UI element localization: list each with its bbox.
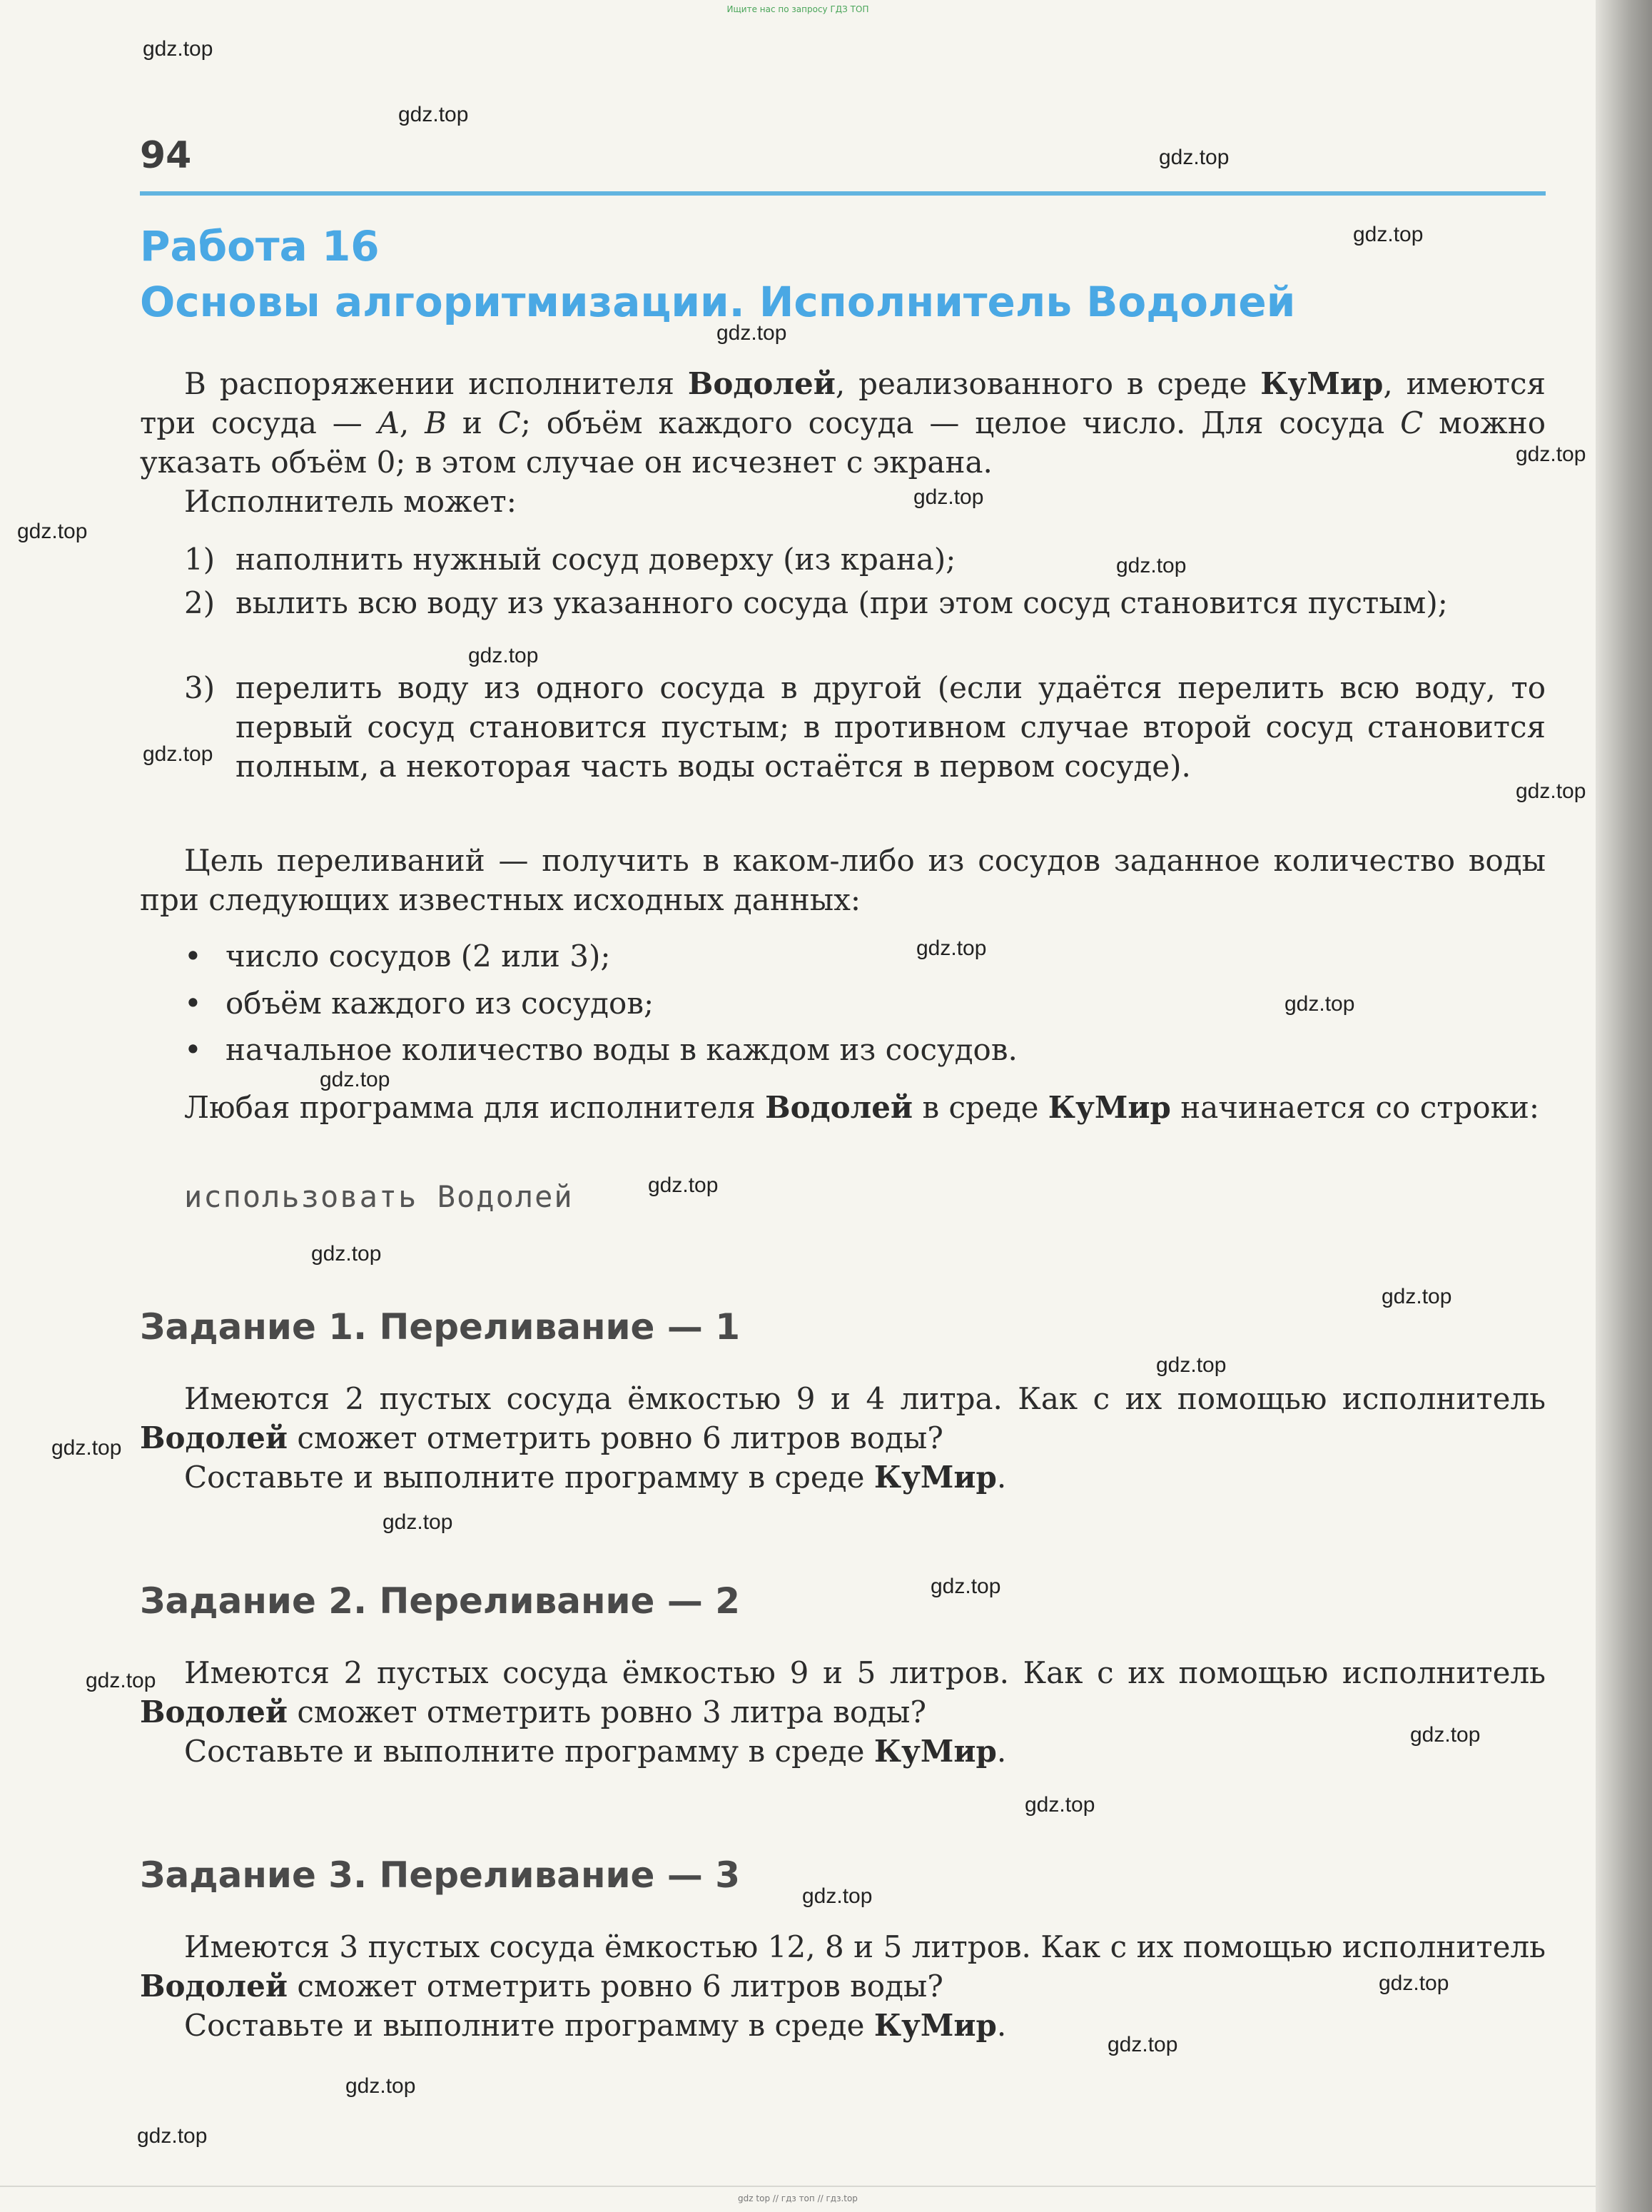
bullet-item [184, 936, 1546, 976]
bold-term: КуМир [873, 2008, 997, 2043]
abilities-intro: Исполнитель может: [184, 484, 517, 519]
page-number: 94 [140, 134, 192, 177]
bold-term: Водолей [140, 1420, 288, 1455]
watermark: gdz.top [468, 644, 539, 667]
header-rule [140, 191, 1546, 196]
watermark: gdz.top [143, 37, 213, 61]
ability-text: перелить воду из одного сосуда в другой (если удаётся перелить всю воду, то первый сосуд становится пустым; в противном случае второй сосуд становится полным, а некоторая часть воды остаётся в первом сосуде). [235, 670, 1546, 784]
text-run: Любая программа для исполнителя [184, 1090, 766, 1125]
watermark: gdz.top [137, 2124, 208, 2148]
vessel-name: A [377, 405, 400, 440]
vessel-name: C [1400, 405, 1424, 440]
watermark: gdz.top [1382, 1285, 1452, 1308]
code-line: использовать Водолей [184, 1179, 574, 1214]
bold-term: КуМир [873, 1460, 997, 1495]
watermark: gdz.top [345, 2074, 416, 2098]
task-1-body [140, 1379, 1546, 1458]
intro-paragraph [140, 364, 1546, 482]
bottom-line [0, 2186, 1596, 2187]
text-run: Имеются 3 пустых сосуда ёмкостью 12, 8 и 5 литров. Как с их помощью исполнитель [184, 1929, 1546, 1964]
bullet-icon: • [184, 939, 202, 974]
text-run: . [996, 2008, 1007, 2043]
watermark: gdz.top [716, 321, 787, 345]
work-title [140, 218, 1295, 330]
watermark: gdz.top [1379, 1971, 1449, 1995]
watermark: gdz.top [382, 1510, 453, 1534]
watermark: gdz.top [17, 520, 88, 543]
bottom-banner: gdz top // гдз топ // гдз.top [738, 2193, 858, 2203]
program-intro [140, 1088, 1546, 1127]
bullet-item [184, 1030, 1546, 1069]
watermark: gdz.top [916, 936, 987, 960]
page-edge [1596, 0, 1652, 2212]
task-3-heading: Задание 3. Переливание — 3 [140, 1854, 741, 1896]
task-2-heading: Задание 2. Переливание — 2 [140, 1580, 741, 1622]
bold-term: Водолей [687, 366, 836, 401]
text-run: Составьте и выполните программу в среде [184, 2008, 874, 2043]
watermark: gdz.top [648, 1173, 719, 1197]
ability-number: 2) [184, 585, 216, 620]
bullet-icon: • [184, 986, 202, 1021]
watermark: gdz.top [1116, 554, 1187, 577]
text-run: В распоряжении исполнителя [184, 366, 688, 401]
ability-text: наполнить нужный сосуд доверху (из крана); [235, 542, 956, 577]
ability-item [184, 540, 1546, 579]
bullet-text: объём каждого из сосудов; [225, 986, 654, 1021]
text-run: , [399, 405, 425, 440]
vessel-name: B [425, 405, 447, 440]
text-run: Составьте и выполните программу в среде [184, 1460, 874, 1495]
watermark: gdz.top [1159, 146, 1230, 169]
text-run: . [996, 1734, 1007, 1769]
ability-number: 1) [184, 542, 216, 577]
task-3-body [140, 1927, 1546, 2006]
bold-term: КуМир [1260, 366, 1384, 401]
bullet-text: число сосудов (2 или 3); [225, 939, 611, 974]
top-banner: Ищите нас по запросу ГДЗ ТОП [726, 4, 869, 14]
bullet-icon: • [184, 1032, 202, 1067]
watermark: gdz.top [398, 103, 469, 126]
text-run: , реализованного в среде [835, 366, 1261, 401]
task-3-action [140, 2006, 1546, 2045]
text-run: можно указать объём 0; в этом случае он исчезнет с экрана. [140, 405, 1546, 480]
text-run: Имеются 2 пустых сосуда ёмкостью 9 и 5 литров. Как с их помощью исполнитель [184, 1655, 1546, 1690]
text-run: сможет отметрить ровно 3 литра воды? [288, 1695, 926, 1729]
task-2-body [140, 1653, 1546, 1732]
watermark: gdz.top [1108, 2033, 1178, 2056]
ability-item [184, 583, 1546, 622]
watermark: gdz.top [1516, 443, 1586, 466]
watermark: gdz.top [913, 485, 984, 509]
work-title-line1: Работа 16 [140, 222, 380, 271]
ability-item [184, 668, 1546, 786]
text-run: Составьте и выполните программу в среде [184, 1734, 874, 1769]
text-run: , имеются три сосуда — [140, 366, 1546, 440]
task-2-action [140, 1732, 1546, 1771]
bold-term: Водолей [140, 1695, 288, 1729]
watermark: gdz.top [1410, 1723, 1481, 1747]
work-title-line2: Основы алгоритмизации. Исполнитель Водолей [140, 278, 1296, 326]
text-run: . [996, 1460, 1007, 1495]
bold-term: КуМир [1048, 1090, 1171, 1125]
bold-term: Водолей [765, 1090, 913, 1125]
bullet-text: начальное количество воды в каждом из сосудов. [225, 1032, 1018, 1067]
text-run: и [446, 405, 498, 440]
goal-paragraph: Цель переливаний — получить в каком-либо из сосудов заданное количество воды при следующих известных исходных данных: [140, 843, 1546, 917]
watermark: gdz.top [802, 1884, 873, 1908]
watermark: gdz.top [143, 742, 213, 766]
bold-term: КуМир [873, 1734, 997, 1769]
watermark: gdz.top [1516, 779, 1586, 803]
task-1-action [140, 1458, 1546, 1497]
watermark: gdz.top [86, 1669, 156, 1692]
watermark: gdz.top [1156, 1353, 1227, 1377]
bold-term: Водолей [140, 1969, 288, 2004]
ability-text: вылить всю воду из указанного сосуда (при этом сосуд становится пустым); [235, 585, 1448, 620]
text-run: начинается со строки: [1170, 1090, 1540, 1125]
task-1-heading: Задание 1. Переливание — 1 [140, 1306, 741, 1348]
text-run: Имеются 2 пустых сосуда ёмкостью 9 и 4 литра. Как с их помощью исполнитель [184, 1381, 1546, 1416]
vessel-name: C [497, 405, 521, 440]
text-run: сможет отметрить ровно 6 литров воды? [288, 1420, 943, 1455]
text-run: в среде [913, 1090, 1048, 1125]
watermark: gdz.top [320, 1068, 390, 1091]
ability-number: 3) [184, 670, 216, 705]
watermark: gdz.top [1284, 992, 1355, 1016]
watermark: gdz.top [1353, 223, 1424, 246]
text-run: ; объём каждого сосуда — целое число. Для сосуда [520, 405, 1401, 440]
watermark: gdz.top [51, 1436, 122, 1460]
watermark: gdz.top [931, 1575, 1001, 1598]
watermark: gdz.top [1025, 1793, 1095, 1817]
text-run: сможет отметрить ровно 6 литров воды? [288, 1969, 943, 2004]
watermark: gdz.top [311, 1242, 382, 1266]
